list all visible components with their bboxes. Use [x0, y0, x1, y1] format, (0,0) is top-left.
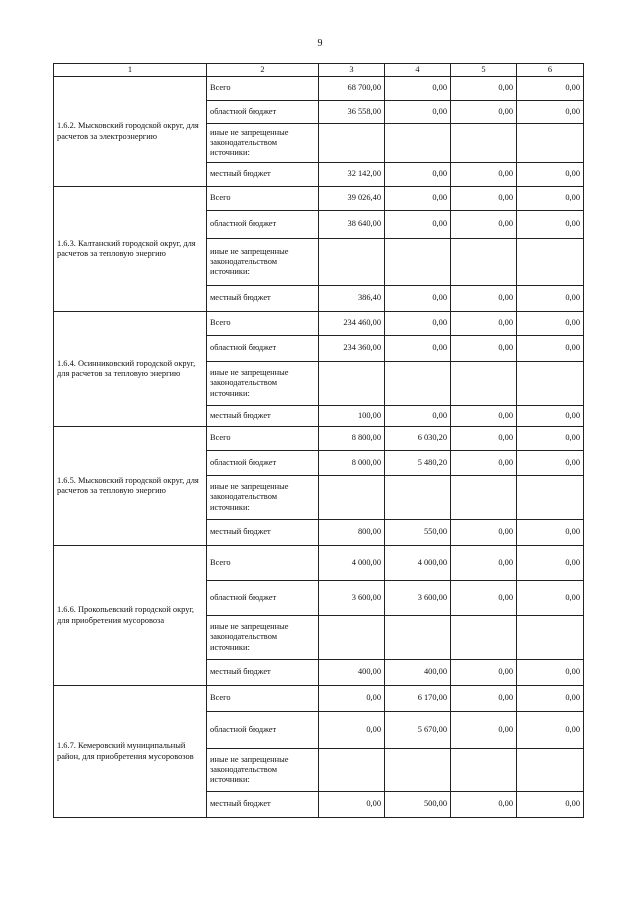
value-cell: 36 558,00 [319, 101, 385, 124]
value-cell: 39 026,40 [319, 187, 385, 211]
source-label-total: Всего [207, 546, 319, 581]
value-cell: 0,00 [319, 712, 385, 749]
item-name: 1.6.7. Кемеровский муниципальный район, для приобретения мусоровозов [54, 686, 207, 818]
value-cell: 234 360,00 [319, 336, 385, 362]
value-cell: 0,00 [385, 406, 451, 427]
value-cell: 0,00 [451, 427, 517, 451]
value-cell: 0,00 [451, 336, 517, 362]
item-name: 1.6.4. Осинниковский городской округ, для расчетов за тепловую энергию [54, 312, 207, 427]
empty-cell [451, 362, 517, 406]
value-cell: 32 142,00 [319, 163, 385, 187]
table-row-total [54, 427, 584, 451]
value-cell: 0,00 [451, 101, 517, 124]
page-number: 9 [317, 38, 323, 49]
value-cell: 0,00 [517, 406, 584, 427]
value-cell: 8 800,00 [319, 427, 385, 451]
value-cell: 0,00 [517, 712, 584, 749]
source-label-local: местный бюджет [207, 660, 319, 686]
value-cell: 0,00 [385, 286, 451, 312]
column-header: 2 [207, 64, 319, 77]
value-cell: 0,00 [451, 406, 517, 427]
value-cell: 38 640,00 [319, 211, 385, 239]
value-cell: 0,00 [385, 312, 451, 336]
value-cell: 234 460,00 [319, 312, 385, 336]
empty-cell [517, 476, 584, 520]
value-cell: 800,00 [319, 520, 385, 546]
value-cell: 0,00 [451, 546, 517, 581]
source-label-regional: областной бюджет [207, 101, 319, 124]
empty-cell [517, 362, 584, 406]
empty-cell [319, 124, 385, 163]
source-label-total: Всего [207, 686, 319, 712]
value-cell: 0,00 [517, 77, 584, 101]
empty-cell [517, 239, 584, 286]
empty-cell [451, 239, 517, 286]
empty-cell [385, 476, 451, 520]
value-cell: 0,00 [451, 451, 517, 476]
value-cell: 0,00 [451, 286, 517, 312]
column-header: 3 [319, 64, 385, 77]
value-cell: 0,00 [517, 792, 584, 818]
value-cell: 0,00 [517, 312, 584, 336]
empty-cell [451, 616, 517, 660]
value-cell: 0,00 [517, 336, 584, 362]
source-label-regional: областной бюджет [207, 211, 319, 239]
empty-cell [385, 239, 451, 286]
source-label-total: Всего [207, 77, 319, 101]
value-cell: 0,00 [451, 77, 517, 101]
value-cell: 0,00 [517, 427, 584, 451]
value-cell: 0,00 [385, 336, 451, 362]
source-label-local: местный бюджет [207, 163, 319, 187]
value-cell: 0,00 [385, 187, 451, 211]
value-cell: 6 170,00 [385, 686, 451, 712]
empty-cell [451, 749, 517, 792]
item-name: 1.6.6. Прокопьевский городской округ, для приобретения мусоровоза [54, 546, 207, 686]
empty-cell [319, 616, 385, 660]
value-cell: 0,00 [517, 286, 584, 312]
value-cell: 0,00 [517, 686, 584, 712]
source-label-local: местный бюджет [207, 792, 319, 818]
item-name: 1.6.3. Калтанский городской округ, для расчетов за тепловую энергию [54, 187, 207, 312]
source-label-regional: областной бюджет [207, 336, 319, 362]
source-label-total: Всего [207, 187, 319, 211]
value-cell: 0,00 [451, 312, 517, 336]
budget-table [53, 63, 584, 818]
source-label-local: местный бюджет [207, 520, 319, 546]
source-label-other: иные не запрещенные законодательством источники: [207, 616, 319, 660]
value-cell: 8 000,00 [319, 451, 385, 476]
value-cell: 0,00 [451, 792, 517, 818]
empty-cell [385, 616, 451, 660]
value-cell: 0,00 [385, 101, 451, 124]
value-cell: 0,00 [517, 451, 584, 476]
value-cell: 0,00 [517, 546, 584, 581]
value-cell: 0,00 [319, 792, 385, 818]
source-label-other: иные не запрещенные законодательством источники: [207, 362, 319, 406]
value-cell: 400,00 [319, 660, 385, 686]
value-cell: 68 700,00 [319, 77, 385, 101]
table-row-total [54, 77, 584, 101]
empty-cell [517, 124, 584, 163]
value-cell: 0,00 [451, 660, 517, 686]
item-name: 1.6.2. Мысковский городской округ, для расчетов за электроэнергию [54, 77, 207, 187]
value-cell: 0,00 [451, 712, 517, 749]
empty-cell [319, 239, 385, 286]
empty-cell [517, 749, 584, 792]
source-label-total: Всего [207, 427, 319, 451]
value-cell: 0,00 [385, 211, 451, 239]
table-body [54, 77, 584, 818]
value-cell: 0,00 [385, 163, 451, 187]
column-header: 4 [385, 64, 451, 77]
column-header: 5 [451, 64, 517, 77]
table-row-total [54, 312, 584, 336]
value-cell: 4 000,00 [385, 546, 451, 581]
value-cell: 0,00 [451, 187, 517, 211]
empty-cell [319, 749, 385, 792]
empty-cell [451, 476, 517, 520]
source-label-regional: областной бюджет [207, 451, 319, 476]
column-header: 1 [54, 64, 207, 77]
value-cell: 0,00 [517, 581, 584, 616]
table-row-total [54, 546, 584, 581]
empty-cell [517, 616, 584, 660]
source-label-regional: областной бюджет [207, 581, 319, 616]
value-cell: 5 480,20 [385, 451, 451, 476]
table-row-total [54, 187, 584, 211]
empty-cell [319, 362, 385, 406]
value-cell: 0,00 [517, 520, 584, 546]
value-cell: 0,00 [385, 77, 451, 101]
value-cell: 0,00 [517, 187, 584, 211]
value-cell: 100,00 [319, 406, 385, 427]
value-cell: 0,00 [517, 211, 584, 239]
item-name: 1.6.5. Мысковский городской округ, для расчетов за тепловую энергию [54, 427, 207, 546]
value-cell: 3 600,00 [385, 581, 451, 616]
column-header: 6 [517, 64, 584, 77]
value-cell: 0,00 [451, 163, 517, 187]
source-label-other: иные не запрещенные законодательством источники: [207, 476, 319, 520]
empty-cell [319, 476, 385, 520]
value-cell: 0,00 [451, 686, 517, 712]
value-cell: 386,40 [319, 286, 385, 312]
table-row-total [54, 686, 584, 712]
value-cell: 4 000,00 [319, 546, 385, 581]
source-label-regional: областной бюджет [207, 712, 319, 749]
source-label-local: местный бюджет [207, 286, 319, 312]
value-cell: 0,00 [451, 520, 517, 546]
source-label-total: Всего [207, 312, 319, 336]
value-cell: 0,00 [517, 163, 584, 187]
value-cell: 0,00 [319, 686, 385, 712]
value-cell: 500,00 [385, 792, 451, 818]
source-label-other: иные не запрещенные законодательством источники: [207, 749, 319, 792]
value-cell: 3 600,00 [319, 581, 385, 616]
source-label-other: иные не запрещенные законодательством источники: [207, 239, 319, 286]
source-label-local: местный бюджет [207, 406, 319, 427]
value-cell: 0,00 [517, 101, 584, 124]
value-cell: 0,00 [451, 211, 517, 239]
value-cell: 6 030,20 [385, 427, 451, 451]
value-cell: 0,00 [451, 581, 517, 616]
empty-cell [385, 749, 451, 792]
value-cell: 0,00 [517, 660, 584, 686]
empty-cell [385, 124, 451, 163]
empty-cell [385, 362, 451, 406]
empty-cell [451, 124, 517, 163]
value-cell: 550,00 [385, 520, 451, 546]
header-row [54, 64, 584, 77]
value-cell: 5 670,00 [385, 712, 451, 749]
value-cell: 400,00 [385, 660, 451, 686]
source-label-other: иные не запрещенные законодательством источники: [207, 124, 319, 163]
